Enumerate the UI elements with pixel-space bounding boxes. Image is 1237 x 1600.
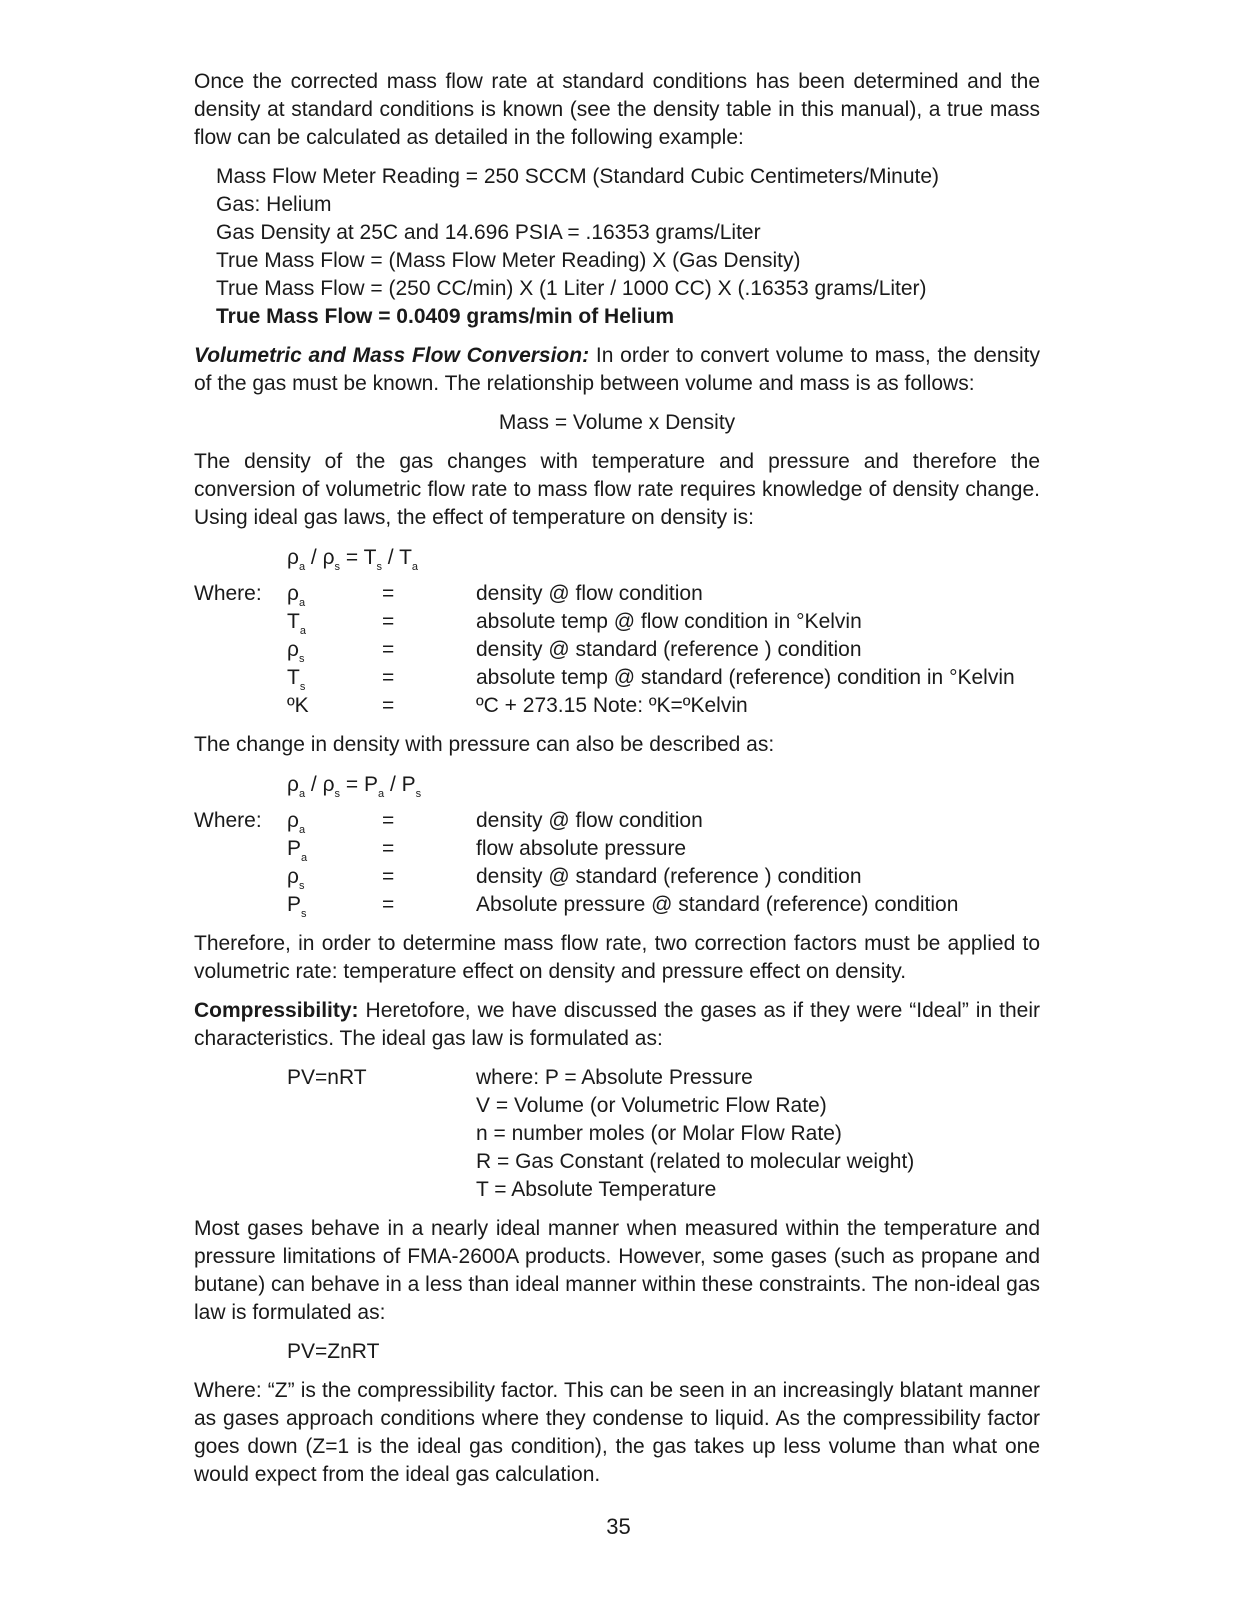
symbol: $T_s$ xyxy=(287,666,306,693)
example-line: Gas Density at 25C and 14.696 PSIA = .16353 grams/Liter xyxy=(216,221,761,244)
legend-line: T = Absolute Temperature xyxy=(476,1178,717,1201)
symbol: $\rho_a$ xyxy=(287,809,306,836)
page-body xyxy=(194,68,1040,1489)
definition-row xyxy=(194,692,1040,720)
definition: density @ flow condition xyxy=(476,582,703,605)
legend-line: R = Gas Constant (related to molecular weight) xyxy=(476,1150,915,1173)
mass-formula: Mass = Volume x Density xyxy=(498,411,736,434)
definition: density @ standard (reference ) condition xyxy=(476,638,862,661)
compressibility-heading: Compressibility: xyxy=(194,999,359,1022)
equals-sign: = xyxy=(382,694,395,717)
volumetric-paragraph xyxy=(194,342,1040,398)
definition-row xyxy=(194,835,1040,863)
definition: Absolute pressure @ standard (reference) condition xyxy=(476,893,959,916)
definition: flow absolute pressure xyxy=(476,837,687,860)
definition: ºC + 273.15 Note: ºK=ºKelvin xyxy=(476,694,748,717)
symbol: ºK xyxy=(287,694,309,717)
definition: density @ standard (reference ) condition xyxy=(476,865,862,888)
volumetric-heading: Volumetric and Mass Flow Conversion: xyxy=(194,344,590,367)
where-label: Where: xyxy=(194,582,262,605)
legend-row xyxy=(194,1120,1040,1148)
equals-sign: = xyxy=(382,638,395,661)
definition-row xyxy=(194,580,1040,608)
z-factor-paragraph: Where: “Z” is the compressibility factor. This can be seen in an increasingly blatant manner as gases approach conditions where they condense to liquid. As the compressibility factor goes down (Z=1 is the ideal gas condition), the gas takes up less volume than what one would expect from the ideal gas calculation. xyxy=(194,1379,1040,1486)
symbol: $T_a$ xyxy=(287,610,306,637)
equals-sign: = xyxy=(382,610,395,633)
therefore-paragraph: Therefore, in order to determine mass flow rate, two correction factors must be applied to volumetric rate: temperature effect on density and pressure effect on density. xyxy=(194,932,1040,983)
example-line: True Mass Flow = (Mass Flow Meter Reading) X (Gas Density) xyxy=(216,249,801,272)
symbol: $\rho_a$ xyxy=(287,582,306,609)
equals-sign: = xyxy=(382,666,395,689)
nonideal-formula: PV=ZnRT xyxy=(287,1340,380,1363)
legend-line: where: P = Absolute Pressure xyxy=(476,1066,753,1089)
pressure-paragraph: The change in density with pressure can also be described as: xyxy=(194,733,775,756)
definition: density @ flow condition xyxy=(476,809,703,832)
equals-sign: = xyxy=(382,837,395,860)
compressibility-text: Heretofore, we have discussed the gases as if they were “Ideal” in their characteristics. The ideal gas law is formulated as: xyxy=(194,999,1040,1050)
example-line: Gas: Helium xyxy=(216,193,332,216)
ideal-formula-row xyxy=(194,1064,1040,1092)
equals-sign: = xyxy=(382,893,395,916)
page-number: 35 xyxy=(606,1514,631,1539)
definition-row xyxy=(194,891,1040,919)
volumetric-text: In order to convert volume to mass, the density of the gas must be known. The relationship between volume and mass is as follows: xyxy=(194,344,1041,395)
pressure-formula: $\rho_a / \rho_s = P_a / P_s$ xyxy=(287,773,422,800)
example-block xyxy=(194,163,1040,331)
symbol: $\rho_s$ xyxy=(287,638,305,665)
definition-row xyxy=(194,608,1040,636)
equals-sign: = xyxy=(382,865,395,888)
pressure-definitions xyxy=(194,807,1040,919)
definition: absolute temp @ flow condition in °Kelvin xyxy=(476,610,862,633)
definition-row xyxy=(194,863,1040,891)
example-line: Mass Flow Meter Reading = 250 SCCM (Standard Cubic Centimeters/Minute) xyxy=(216,165,940,188)
ideal-gas-law xyxy=(194,1064,1040,1204)
symbol: $\rho_s$ xyxy=(287,865,305,892)
compressibility-paragraph xyxy=(194,997,1040,1053)
example-line: True Mass Flow = (250 CC/min) X (1 Liter / 1000 CC) X (.16353 grams/Liter) xyxy=(216,277,927,300)
definition-row xyxy=(194,636,1040,664)
where-label: Where: xyxy=(194,809,262,832)
nonideal-paragraph: Most gases behave in a nearly ideal manner when measured within the temperature and pressure limitations of FMA-2600A products. However, some gases (such as propane and butane) can behave in a less than ideal manner within these constraints. The non-ideal gas law is formulated as: xyxy=(194,1217,1040,1324)
legend-row xyxy=(194,1092,1040,1120)
symbol: $P_s$ xyxy=(287,893,307,920)
legend-row xyxy=(194,1176,1040,1204)
legend-row xyxy=(194,1148,1040,1176)
equals-sign: = xyxy=(382,809,395,832)
example-result: True Mass Flow = 0.0409 grams/min of Helium xyxy=(216,305,675,328)
definition-row xyxy=(194,664,1040,692)
equals-sign: = xyxy=(382,582,395,605)
legend-line: n = number moles (or Molar Flow Rate) xyxy=(476,1122,842,1145)
ideal-formula: PV=nRT xyxy=(287,1066,367,1089)
temperature-formula: $\rho_a / \rho_s = T_s / T_a$ xyxy=(287,546,419,573)
density-paragraph: The density of the gas changes with temperature and pressure and therefore the conversion of volumetric flow rate to mass flow rate requires knowledge of density change. Using ideal gas laws, the effect of temperature on density is: xyxy=(194,450,1040,529)
definition: absolute temp @ standard (reference) condition in °Kelvin xyxy=(476,666,1015,689)
legend-line: V = Volume (or Volumetric Flow Rate) xyxy=(476,1094,827,1117)
definition-row xyxy=(194,807,1040,835)
symbol: $P_a$ xyxy=(287,837,308,864)
intro-paragraph: Once the corrected mass flow rate at standard conditions has been determined and the density at standard conditions is known (see the density table in this manual), a true mass flow can be calculated as detailed in the following example: xyxy=(194,70,1040,149)
temperature-definitions xyxy=(194,580,1040,720)
